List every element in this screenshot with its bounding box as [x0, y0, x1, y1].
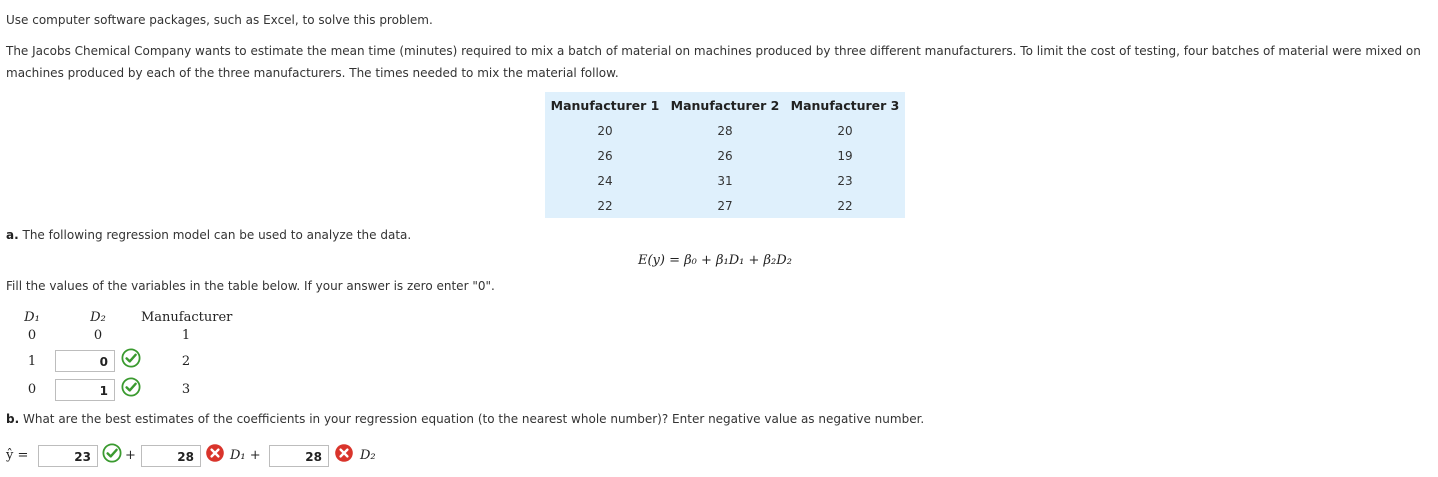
d2-term: D₂ [360, 448, 376, 463]
column-header: Manufacturer 2 [670, 97, 780, 113]
b2-input[interactable]: 28 [269, 445, 329, 467]
part-b-label: b. [6, 412, 20, 426]
row1-d1: 0 [27, 328, 37, 343]
row2-d2-input[interactable]: 0 [55, 350, 115, 372]
row1-d2: 0 [93, 328, 103, 343]
manufacturer-header: Manufacturer [141, 310, 233, 325]
fill-instruction: Fill the values of the variables in the table below. If your answer is zero enter "0". [6, 279, 495, 293]
row1-manufacturer: 1 [181, 328, 191, 343]
b0-input[interactable]: 23 [38, 445, 98, 467]
row3-manufacturer: 3 [181, 382, 191, 397]
b1-input[interactable]: 28 [141, 445, 201, 467]
table-header-row [545, 92, 905, 118]
table-cell: 31 [717, 173, 733, 188]
table-cell: 28 [717, 123, 733, 138]
part-a-text: The following regression model can be used to analyze the data. [22, 228, 412, 242]
table-row [545, 193, 905, 218]
d2-header: D₂ [90, 310, 106, 325]
part-b-text: What are the best estimates of the coefficients in your regression equation (to the nearest whole number)? Enter negative value as negative number. [22, 412, 925, 426]
table-cell: 27 [717, 198, 733, 213]
column-header: Manufacturer 1 [550, 97, 660, 113]
part-b-question [6, 412, 924, 426]
row3-d1: 0 [27, 382, 37, 397]
part-a-label: a. [6, 228, 19, 242]
table-cell: 22 [597, 198, 613, 213]
instructions-text: Use computer software packages, such as Excel, to solve this problem. [6, 13, 433, 27]
d1-term: D₁ + [230, 448, 261, 463]
row3-d2-input[interactable]: 1 [55, 379, 115, 401]
check-circle-icon [121, 377, 141, 397]
table-cell: 26 [717, 148, 733, 163]
table-row [545, 118, 905, 143]
row2-manufacturer: 2 [181, 354, 191, 369]
table-cell: 26 [597, 148, 613, 163]
table-cell: 20 [597, 123, 613, 138]
problem-text: The Jacobs Chemical Company wants to estimate the mean time (minutes) required to mix a batch of material on machines produced by three different manufacturers. To limit the cost of testing, four batches of material were mixed on machines produced by each of the three manufacturers. The times needed to mix the material follow. [6, 44, 1421, 80]
plus-sign: + [125, 448, 136, 463]
regression-formula: E(y) = β₀ + β₁D₁ + β₂D₂ [638, 253, 792, 268]
row2-d1: 1 [27, 354, 37, 369]
check-circle-icon [121, 348, 141, 368]
x-circle-icon [334, 443, 354, 463]
table-cell: 23 [837, 173, 853, 188]
x-circle-icon [205, 443, 225, 463]
check-circle-icon [102, 443, 122, 463]
table-cell: 19 [837, 148, 853, 163]
part-a-question [6, 228, 411, 242]
table-cell: 24 [597, 173, 613, 188]
manufacturer-data-table [545, 92, 905, 218]
yhat-label: ŷ = [6, 448, 29, 463]
column-header: Manufacturer 3 [790, 97, 900, 113]
table-cell: 20 [837, 123, 853, 138]
d1-header: D₁ [24, 310, 40, 325]
table-cell: 22 [837, 198, 853, 213]
table-row [545, 143, 905, 168]
table-row [545, 168, 905, 193]
